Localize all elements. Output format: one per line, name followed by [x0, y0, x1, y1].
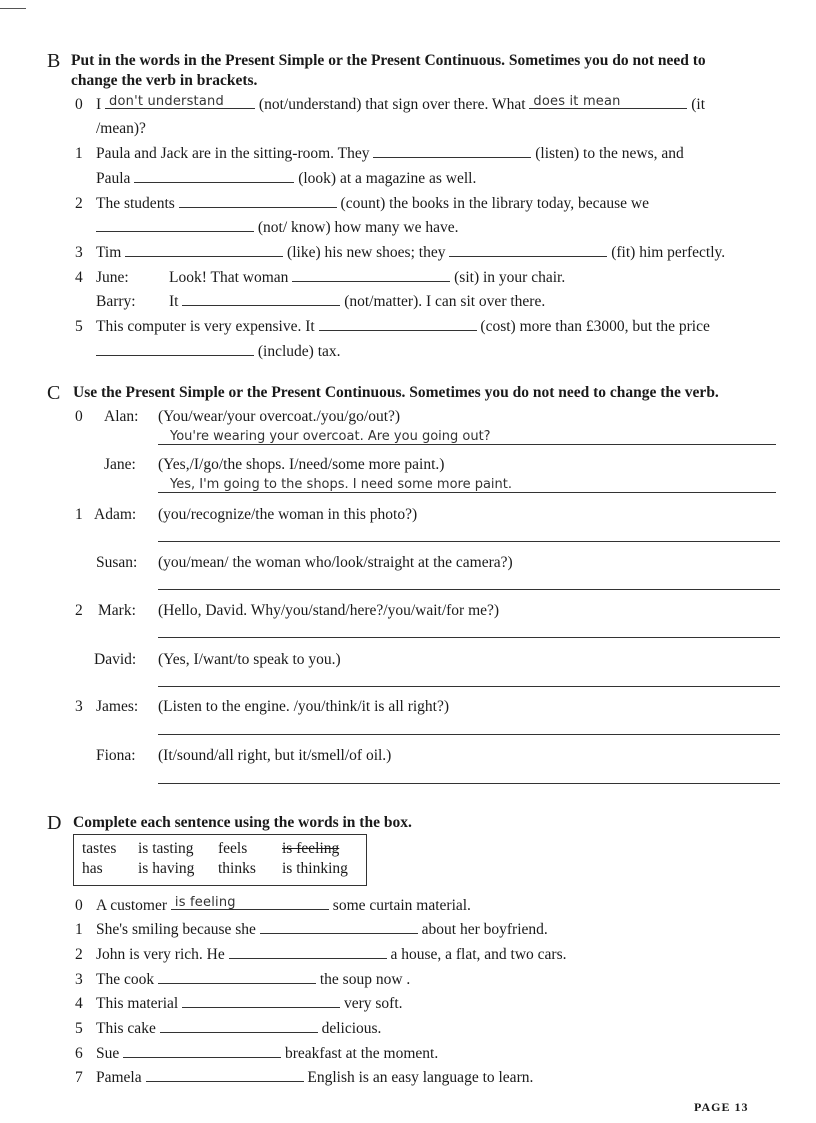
page-number: PAGE 13 — [694, 1100, 749, 1114]
exercise-text: This computer is very expensive. It — [96, 318, 315, 335]
prompt-text: (you/recognize/the woman in this photo?) — [158, 506, 418, 523]
exercise-text: Sue — [96, 1045, 120, 1062]
speaker-label: Jane: — [104, 456, 136, 473]
answer-blank[interactable] — [171, 897, 329, 910]
prompt-text: (Yes, I/want/to speak to you.) — [158, 651, 341, 668]
item-number: 5 — [75, 1020, 83, 1037]
item-number: 7 — [75, 1069, 83, 1086]
item-number: 3 — [75, 971, 83, 988]
exercise-text: (sit) in your chair. — [454, 269, 566, 286]
exercise-line — [96, 219, 458, 237]
exercise-line — [96, 195, 649, 213]
answer-blank[interactable] — [449, 244, 607, 257]
exercise-text: Paula and Jack are in the sitting-room. They — [96, 145, 370, 162]
item-number: 0 — [75, 897, 83, 914]
prompt-text: (Yes,/I/go/the shops. I/need/some more paint.) — [158, 456, 445, 473]
exercise-line — [96, 318, 710, 336]
answer-line[interactable] — [158, 734, 780, 735]
exercise-text: some curtain material. — [332, 897, 471, 914]
item-number: 1 — [75, 145, 83, 162]
prompt-text: (Listen to the engine. /you/think/it is all right?) — [158, 698, 450, 715]
exercise-line — [96, 170, 476, 188]
section-b-instruction-line2: change the verb in brackets. — [71, 72, 258, 89]
answer-blank[interactable] — [160, 1020, 318, 1033]
answer-line[interactable] — [158, 541, 780, 542]
section-c-instruction: Use the Present Simple or the Present Continuous. Sometimes you do not need to change the verb. — [73, 384, 719, 401]
section-c-letter: C — [47, 382, 61, 404]
exercise-text: This cake — [96, 1020, 156, 1037]
answer-blank[interactable] — [96, 219, 254, 232]
answer-line[interactable] — [158, 444, 776, 445]
section-d-letter: D — [47, 812, 62, 834]
item-number: 4 — [75, 269, 83, 286]
answer-blank[interactable] — [292, 269, 450, 282]
item-number: 0 — [75, 96, 83, 113]
word-option: is having — [138, 860, 195, 877]
example-answer: is feeling — [174, 895, 236, 910]
exercise-line — [96, 921, 548, 939]
answer-line[interactable] — [158, 492, 776, 493]
answer-blank[interactable] — [125, 244, 283, 257]
answer-blank[interactable] — [373, 145, 531, 158]
exercise-text: about her boyfriend. — [421, 921, 548, 938]
answer-line[interactable] — [158, 686, 780, 687]
answer-blank[interactable] — [146, 1069, 304, 1082]
item-number: 0 — [75, 408, 83, 425]
exercise-text: breakfast at the moment. — [285, 1045, 439, 1062]
speaker-label: Alan: — [104, 408, 139, 425]
word-option-used: is feeling — [282, 840, 340, 857]
example-answer: don't understand — [109, 94, 224, 109]
exercise-text: This material — [96, 995, 179, 1012]
answer-blank[interactable] — [529, 96, 687, 109]
exercise-line — [96, 1069, 533, 1087]
scan-mark — [0, 8, 26, 9]
section-d-instruction: Complete each sentence using the words in the box. — [73, 814, 412, 831]
item-number: 2 — [75, 602, 83, 619]
exercise-text: (not/understand) that sign over there. What — [258, 96, 526, 113]
exercise-text: (count) the books in the library today, because we — [340, 195, 649, 212]
item-number: 1 — [75, 921, 83, 938]
exercise-text: I — [96, 96, 102, 113]
example-answer: does it mean — [533, 94, 621, 109]
exercise-text: Tim — [96, 244, 122, 261]
exercise-text: (like) his new shoes; they — [287, 244, 446, 261]
speaker-label: Adam: — [94, 506, 137, 523]
exercise-text: the soup now . — [319, 971, 411, 988]
exercise-line — [96, 971, 410, 989]
answer-blank[interactable] — [229, 946, 387, 959]
example-answer: Yes, I'm going to the shops. I need some more paint. — [170, 477, 513, 492]
example-answer: You're wearing your overcoat. Are you going out? — [170, 429, 491, 444]
prompt-text: (You/wear/your overcoat./you/go/out?) — [158, 408, 401, 425]
exercise-text: a house, a flat, and two cars. — [390, 946, 567, 963]
item-number: 1 — [75, 506, 83, 523]
word-option: feels — [218, 840, 248, 857]
exercise-text: (listen) to the news, and — [535, 145, 684, 162]
exercise-line — [96, 1020, 381, 1038]
item-number: 5 — [75, 318, 83, 335]
exercise-text: Look! That woman — [169, 269, 289, 286]
exercise-line — [169, 269, 565, 287]
prompt-text: (Hello, David. Why/you/stand/here?/you/wait/for me?) — [158, 602, 500, 619]
exercise-line — [96, 145, 684, 163]
answer-blank[interactable] — [134, 170, 294, 183]
exercise-line — [169, 293, 545, 311]
answer-blank[interactable] — [123, 1045, 281, 1058]
item-number: 4 — [75, 995, 83, 1012]
answer-blank[interactable] — [158, 971, 316, 984]
item-number: 3 — [75, 698, 83, 715]
exercise-text: Pamela — [96, 1069, 142, 1086]
speaker-label: June: — [96, 269, 129, 286]
word-option: is tasting — [138, 840, 194, 857]
answer-line[interactable] — [158, 589, 780, 590]
exercise-line — [96, 96, 705, 114]
exercise-text: It — [169, 293, 179, 310]
word-option: tastes — [82, 840, 117, 857]
word-option: thinks — [218, 860, 256, 877]
exercise-text: (fit) him perfectly. — [611, 244, 726, 261]
word-box — [73, 834, 367, 886]
exercise-text: The students — [96, 195, 175, 212]
answer-line[interactable] — [158, 637, 780, 638]
exercise-line — [96, 343, 341, 361]
exercise-text: delicious. — [321, 1020, 382, 1037]
answer-blank[interactable] — [182, 293, 340, 306]
answer-blank[interactable] — [182, 995, 340, 1008]
exercise-text: (not/matter). I can sit over there. — [344, 293, 546, 310]
section-b-instruction: Put in the words in the Present Simple or the Present Continuous. Sometimes you do not need to — [71, 52, 706, 69]
exercise-text: /mean)? — [96, 120, 146, 137]
item-number: 6 — [75, 1045, 83, 1062]
item-number: 2 — [75, 195, 83, 212]
speaker-label: Susan: — [96, 554, 138, 571]
section-b-letter: B — [47, 50, 61, 72]
prompt-text: (you/mean/ the woman who/look/straight at the camera?) — [158, 554, 513, 571]
speaker-label: David: — [94, 651, 137, 668]
speaker-label: James: — [96, 698, 139, 715]
speaker-label: Mark: — [98, 602, 136, 619]
speaker-label: Barry: — [96, 293, 136, 310]
exercise-text: (not/ know) how many we have. — [257, 219, 459, 236]
exercise-text: (look) at a magazine as well. — [298, 170, 477, 187]
exercise-text: (it — [691, 96, 706, 113]
exercise-text: A customer — [96, 897, 168, 914]
speaker-label: Fiona: — [96, 747, 136, 764]
exercise-text: (cost) more than £3000, but the price — [480, 318, 710, 335]
exercise-text: She's smiling because she — [96, 921, 256, 938]
exercise-line — [96, 946, 567, 964]
exercise-text: very soft. — [343, 995, 403, 1012]
exercise-line — [96, 1045, 438, 1063]
word-option: has — [82, 860, 103, 877]
item-number: 3 — [75, 244, 83, 261]
answer-blank[interactable] — [96, 343, 254, 356]
word-option: is thinking — [282, 860, 348, 877]
prompt-text: (It/sound/all right, but it/smell/of oil.) — [158, 747, 392, 764]
exercise-text: The cook — [96, 971, 155, 988]
answer-blank[interactable] — [105, 96, 255, 109]
exercise-text: Paula — [96, 170, 131, 187]
exercise-line — [96, 897, 471, 915]
exercise-text: English is an easy language to learn. — [307, 1069, 534, 1086]
answer-blank[interactable] — [179, 195, 337, 208]
exercise-line — [96, 995, 403, 1013]
exercise-text: John is very rich. He — [96, 946, 225, 963]
answer-line[interactable] — [158, 783, 780, 784]
item-number: 2 — [75, 946, 83, 963]
answer-blank[interactable] — [260, 921, 418, 934]
answer-blank[interactable] — [319, 318, 477, 331]
exercise-text: (include) tax. — [257, 343, 341, 360]
exercise-line — [96, 244, 725, 262]
